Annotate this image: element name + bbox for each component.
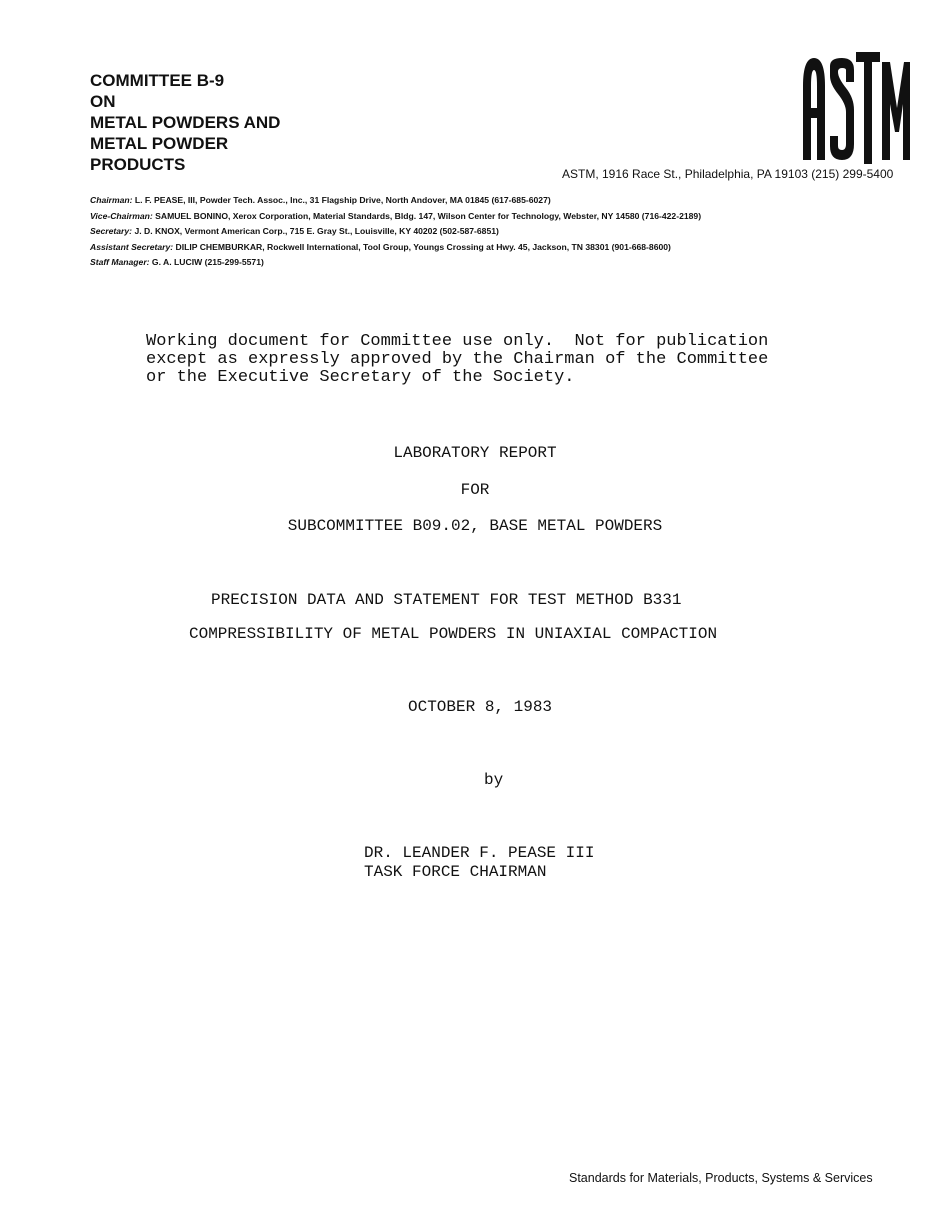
- committee-line: ON: [90, 92, 116, 111]
- report-heading: LABORATORY REPORT: [393, 444, 557, 462]
- committee-name: [90, 70, 350, 175]
- committee-line: COMMITTEE B-9: [90, 71, 225, 90]
- officer-details: J. D. KNOX, Vermont American Corp., 715 E. Gray St., Louisville, KY 40202 (502-587-6851): [134, 226, 499, 236]
- working-document-notice: [146, 333, 846, 387]
- astm-address: ASTM, 1916 Race St., Philadelphia, PA 19103 (215) 299-5400: [562, 167, 894, 181]
- officers-list: [90, 193, 930, 271]
- report-title-line-1: PRECISION DATA AND STATEMENT FOR TEST METHOD B331: [211, 591, 682, 609]
- committee-line: PRODUCTS: [90, 155, 186, 174]
- astm-logo: [800, 48, 912, 164]
- author-title: TASK FORCE CHAIRMAN: [364, 863, 547, 881]
- officer-line: [90, 240, 930, 256]
- committee-line: METAL POWDER: [90, 134, 229, 153]
- officer-role: Vice-Chairman:: [90, 210, 153, 221]
- footer-tagline: Standards for Materials, Products, Systems & Services: [569, 1171, 873, 1185]
- officer-role: Chairman:: [90, 195, 133, 205]
- report-subcommittee: SUBCOMMITTEE B09.02, BASE METAL POWDERS: [287, 517, 663, 535]
- notice-line: or the Executive Secretary of the Society.: [146, 368, 575, 387]
- officer-line: [90, 209, 930, 225]
- report-author: [364, 844, 594, 882]
- officer-line: [90, 255, 930, 271]
- notice-line: except as expressly approved by the Chairman of the Committee: [146, 350, 769, 369]
- officer-details: L. F. PEASE, III, Powder Tech. Assoc., Inc., 31 Flagship Drive, North Andover, MA 01845 (617-685-6027): [134, 195, 551, 205]
- author-name: DR. LEANDER F. PEASE III: [364, 844, 595, 862]
- officer-line: [90, 224, 930, 240]
- officer-role: Assistant Secretary:: [90, 241, 174, 252]
- officer-line: [90, 193, 930, 209]
- officer-role: Staff Manager:: [90, 257, 150, 267]
- officer-role: Secretary:: [90, 226, 133, 236]
- report-date: OCTOBER 8, 1983: [408, 698, 553, 716]
- officer-details: DILIP CHEMBURKAR, Rockwell International, Tool Group, Youngs Crossing at Hwy. 45, Jackson, TN 38301 (901-668-8600): [175, 241, 671, 252]
- notice-line: Working document for Committee use only. Not for publication: [146, 332, 769, 351]
- committee-line: METAL POWDERS AND: [90, 113, 281, 132]
- report-by: by: [484, 771, 504, 789]
- officer-details: SAMUEL BONINO, Xerox Corporation, Material Standards, Bldg. 147, Wilson Center for Technology, Webster, NY 14580 (716-422-2189): [155, 210, 702, 221]
- report-title-line-2: COMPRESSIBILITY OF METAL POWDERS IN UNIAXIAL COMPACTION: [189, 625, 718, 643]
- report-for: FOR: [460, 481, 490, 499]
- officer-details: G. A. LUCIW (215-299-5571): [151, 257, 264, 267]
